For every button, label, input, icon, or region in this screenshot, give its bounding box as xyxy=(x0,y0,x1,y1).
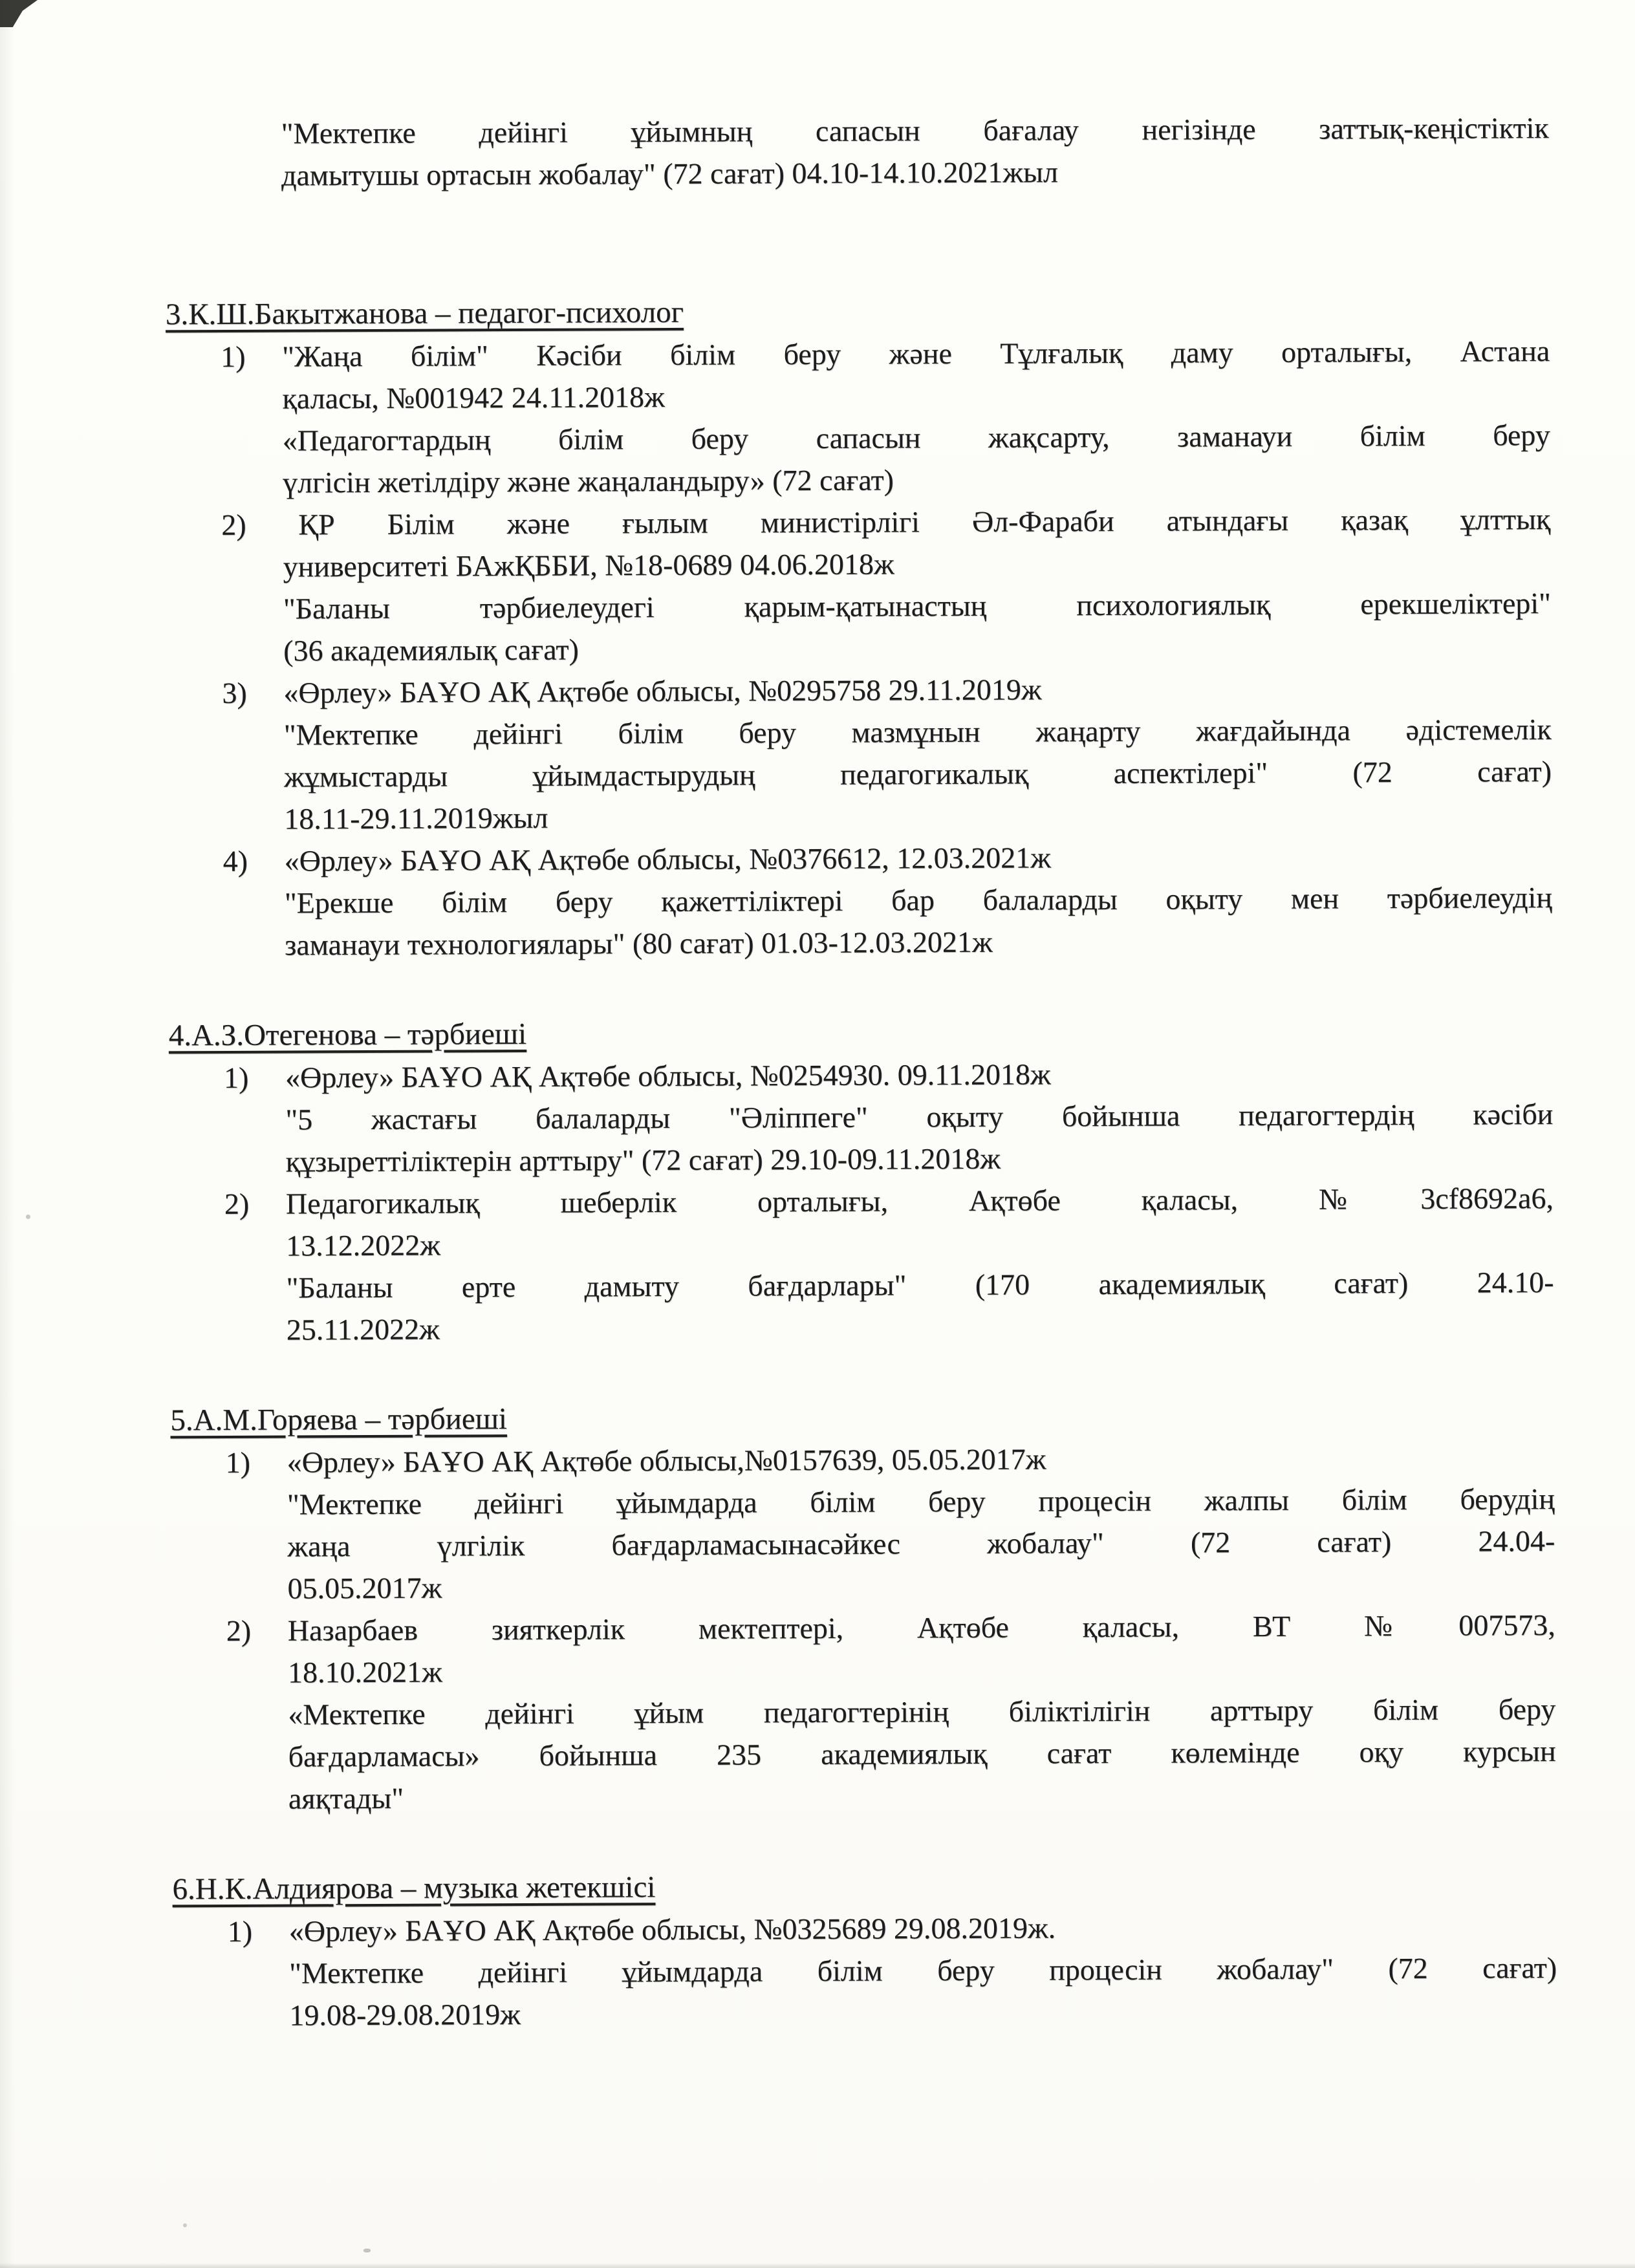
text-line: «Мектепке дейінгі ұйым педагогтерінің біліктілігін арттыру білім беру xyxy=(288,1692,1556,1731)
text-line: Педагогикалық шеберлік орталығы, Ақтөбе қаласы, №3cf8692a6, xyxy=(285,1182,1554,1220)
item-body xyxy=(287,1436,1555,1610)
item-marker: 1) xyxy=(227,1914,253,1948)
list-item xyxy=(222,666,1552,840)
text-line: жұмыстарды ұйымдастырудың педагогикалық аспектілері" (72 сағат) xyxy=(283,755,1552,794)
intro-paragraph xyxy=(281,107,1550,197)
scan-speck xyxy=(183,2223,187,2227)
text-line: "Мектепке дейінгі ұйымның сапасын бағалау негізінде заттық-кеңістіктік xyxy=(281,111,1549,150)
text-line: жаңа үлгілік бағдарламасынасәйкес жобалау" (72 сағат) 24.04- xyxy=(287,1524,1555,1563)
text-line: "Баланы тәрбиелеудегі қарым-қатынастың психологиялық ерекшеліктері" xyxy=(283,587,1552,625)
item-marker: 2) xyxy=(221,508,246,542)
text-line: 19.08-29.08.2019ж xyxy=(289,1998,521,2032)
text-line: "Баланы ерте дамыту бағдарлары" (170 академиялық сағат) 24.10- xyxy=(286,1266,1554,1304)
text-line: қаласы, №001942 24.11.2018ж xyxy=(282,380,665,415)
text-line: "Мектепке дейінгі білім беру мазмұнын жаңарту жағдайында әдістемелік xyxy=(283,713,1552,751)
section-title: 4.А.З.Отегенова – тәрбиеші xyxy=(168,1017,527,1053)
item-marker: 1) xyxy=(223,1061,249,1095)
list-item xyxy=(226,1436,1555,1610)
item-body xyxy=(283,498,1551,672)
item-body xyxy=(283,666,1552,840)
text-line: "Ерекше білім беру қажеттіліктері бар балаларды оқыту мен тәрбиелеудің xyxy=(284,881,1553,920)
text-line: «Өрлеу» БАҰО АҚ Ақтөбе облысы, №0254930. 09.11.2018ж xyxy=(285,1057,1051,1094)
section-bakytzhanova xyxy=(166,288,1553,966)
text-line: бағдарламасы» бойынша 235 академиялық сағат көлемінде оқу курсын xyxy=(288,1734,1556,1773)
text-line: Назарбаев зияткерлік мектептері, Ақтөбе қаласы, ВТ №007573, xyxy=(287,1608,1555,1647)
item-marker: 2) xyxy=(224,1187,250,1221)
text-line: дамытушы ортасын жобалау" (72 сағат) 04.10-14.10.2021жыл xyxy=(281,155,1059,192)
text-line: «Өрлеу» БАҰО АҚ Ақтөбе облысы, №0376612, 12.03.2021ж xyxy=(284,841,1052,878)
text-line: (36 академиялық сағат) xyxy=(283,632,579,667)
list-item xyxy=(224,1177,1554,1351)
item-body xyxy=(284,834,1552,966)
item-marker: 4) xyxy=(222,844,248,878)
item-marker: 3) xyxy=(222,676,247,710)
text-line: «Өрлеу» БАҰО АҚ Ақтөбе облысы, №0295758 29.11.2019ж xyxy=(283,673,1042,709)
section-title: 3.К.Ш.Бакытжанова – педагог-психолог xyxy=(165,295,684,332)
section-aldiyarova xyxy=(172,1863,1557,2036)
section-title: 6.Н.К.Алдиярова – музыка жетекшісі xyxy=(172,1870,656,1906)
scan-bottom-edge xyxy=(0,2263,1635,2268)
list-item xyxy=(222,834,1552,966)
item-marker: 1) xyxy=(225,1445,251,1480)
text-line: заманауи технологиялары" (80 сағат) 01.03-12.03.2021ж xyxy=(285,925,993,962)
text-line: университеті БАжҚББИ, №18-0689 04.06.2018ж xyxy=(283,547,894,583)
text-line: 13.12.2022ж xyxy=(286,1228,441,1262)
item-body xyxy=(288,1604,1556,1820)
text-line: 05.05.2017ж xyxy=(287,1571,442,1605)
text-line: 18.11-29.11.2019жыл xyxy=(284,801,548,836)
text-line: "Жаңа білім" Кәсіби білім беру және Тұлғалық даму орталығы, Астана xyxy=(282,334,1550,373)
item-body xyxy=(282,330,1550,504)
text-line: 18.10.2021ж xyxy=(287,1655,443,1689)
list-item xyxy=(224,1051,1554,1183)
scan-speck xyxy=(26,1215,30,1219)
scan-speck xyxy=(363,2249,371,2252)
text-line: "Мектепке дейінгі ұйымдарда білім беру процесін жалпы білім берудің xyxy=(287,1482,1555,1521)
item-body xyxy=(289,1905,1557,2036)
text-line: үлгісін жетілдіру және жаңаландыру» (72 сағат) xyxy=(282,463,894,499)
list-item xyxy=(228,1905,1557,2036)
list-item xyxy=(226,1604,1556,1820)
item-marker: 2) xyxy=(226,1614,252,1647)
section-goryaeva xyxy=(170,1394,1556,1820)
text-line: аяқтады" xyxy=(288,1781,404,1815)
text-line: «Өрлеу» БАҰО АҚ Ақтөбе облысы, №0325689 29.08.2019ж. xyxy=(288,1911,1056,1948)
item-body xyxy=(286,1177,1554,1351)
item-body xyxy=(285,1051,1554,1183)
section-title: 5.А.М.Горяева – тәрбиеші xyxy=(170,1402,508,1438)
text-line: 25.11.2022ж xyxy=(286,1312,440,1346)
text-line: «Педагогтардың білім беру сапасын жақсарту, заманауи білім беру xyxy=(282,418,1550,457)
text-line: "5 жастағы балаларды "Әліппеге" оқыту бойынша педагогтердің кәсіби xyxy=(285,1097,1554,1136)
list-item xyxy=(221,330,1550,504)
section-otegenova xyxy=(169,1009,1554,1351)
text-line: құзыреттіліктерін арттыру" (72 сағат) 29.10-09.11.2018ж xyxy=(285,1141,1001,1178)
text-line: ҚР Білім және ғылым министірлігі Әл-Фараби атындағы қазақ ұлттық xyxy=(298,502,1551,541)
list-item xyxy=(221,498,1551,672)
text-line: «Өрлеу» БАҰО АҚ Ақтөбе облысы,№0157639, 05.05.2017ж xyxy=(287,1442,1046,1479)
text-line: "Мектепке дейінгі ұйымдарда білім беру процесін жобалау" (72 сағат) xyxy=(289,1951,1557,1990)
item-marker: 1) xyxy=(221,340,246,374)
